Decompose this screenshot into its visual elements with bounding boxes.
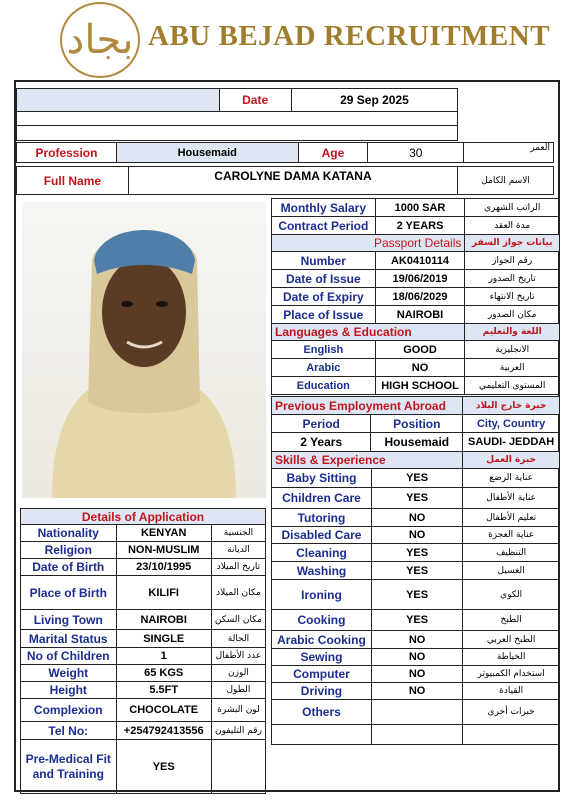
skill-label: Cleaning: [272, 544, 372, 562]
salary-label: Monthly Salary: [272, 199, 376, 217]
skill-arabic: الطبخ العربي: [463, 631, 560, 649]
skill-label: Computer: [272, 666, 372, 683]
skill-arabic: القيادة: [463, 683, 560, 700]
age-value: 30: [368, 143, 464, 163]
application-arabic: [211, 740, 265, 794]
application-label: Living Town: [21, 610, 117, 630]
period-value: 2 Years: [272, 433, 371, 452]
issue-date-arabic: تاريخ الصدور: [465, 270, 560, 288]
skill-arabic: الغسيل: [463, 562, 560, 580]
fullname-value: CAROLYNE DAMA KATANA: [128, 167, 457, 195]
skill-value: NO: [371, 649, 462, 666]
skills-table: [271, 451, 560, 795]
application-label: Place of Birth: [21, 576, 117, 610]
employment-table: [271, 396, 560, 452]
skill-value: YES: [371, 488, 462, 509]
blank-cell: [371, 725, 462, 745]
period-header: Period: [272, 415, 371, 433]
fullname-arabic: الاسم الكامل: [458, 167, 554, 195]
application-label: Nationality: [21, 525, 117, 542]
application-arabic: عدد الأطفال: [211, 648, 265, 665]
skill-label: Driving: [272, 683, 372, 700]
date-label: Date: [219, 89, 291, 112]
skill-label: Baby Sitting: [272, 469, 372, 488]
profession-value: Housemaid: [116, 143, 298, 163]
salary-value: 1000 SAR: [375, 199, 465, 217]
company-logo: [60, 2, 140, 78]
blank-cell: [17, 89, 220, 112]
skill-label: Arabic Cooking: [272, 631, 372, 649]
arabic-arabic: العربية: [465, 359, 560, 377]
application-value: NAIROBI: [116, 610, 211, 630]
education-label: Education: [272, 377, 376, 395]
skill-arabic: عناية الرضع: [463, 469, 560, 488]
skill-value: NO: [371, 527, 462, 544]
application-value: 23/10/1995: [116, 559, 211, 576]
position-value: Housemaid: [371, 433, 463, 452]
employment-section-arabic: خبرة خارج البلاد: [463, 397, 560, 415]
skill-value: YES: [371, 562, 462, 580]
skill-value: NO: [371, 631, 462, 649]
skill-value: YES: [371, 544, 462, 562]
skill-label: Disabled Care: [272, 527, 372, 544]
passport-section-arabic: بيانات جواز السفر: [465, 235, 560, 252]
english-label: English: [272, 341, 376, 359]
skill-arabic: خبرات أخرى: [463, 700, 560, 725]
skill-arabic: عناية العجزة: [463, 527, 560, 544]
application-arabic: رقم التليفون: [211, 722, 265, 740]
application-value: 65 KGS: [116, 665, 211, 682]
education-arabic: المستوى التعليمي: [465, 377, 560, 395]
application-value: KENYAN: [116, 525, 211, 542]
application-value: KILIFI: [116, 576, 211, 610]
contract-arabic: مدة العقد: [465, 217, 560, 235]
english-arabic: الانجليزية: [465, 341, 560, 359]
salary-arabic: الراتب الشهري: [465, 199, 560, 217]
application-arabic: تاريخ الميلاد: [211, 559, 265, 576]
age-arabic: العمر: [464, 143, 554, 163]
employment-section-title: Previous Employment Abroad: [272, 397, 463, 415]
passport-number-arabic: رقم الجواز: [465, 252, 560, 270]
application-label: Pre-Medical Fit and Training: [21, 740, 117, 794]
skills-section-title: Skills & Experience: [272, 452, 463, 469]
application-arabic: الحالة: [211, 630, 265, 648]
blank-row-2: [17, 126, 458, 141]
blank-cell: [463, 725, 560, 745]
passport-number-label: Number: [272, 252, 376, 270]
logo-mark: ﺑﺠﺎﺩ: [66, 17, 134, 63]
issue-place-arabic: مكان الصدور: [465, 306, 560, 324]
english-value: GOOD: [375, 341, 465, 359]
fullname-label: Full Name: [17, 167, 129, 195]
arabic-label: Arabic: [272, 359, 376, 377]
skills-section-arabic: خبرة العمل: [463, 452, 560, 469]
application-value: 1: [116, 648, 211, 665]
skill-arabic: عناية الأطفال: [463, 488, 560, 509]
skill-label: Children Care: [272, 488, 372, 509]
issue-place-value: NAIROBI: [375, 306, 465, 324]
application-value: SINGLE: [116, 630, 211, 648]
skill-value: YES: [371, 469, 462, 488]
skill-value: [371, 700, 462, 725]
skill-arabic: الكوي: [463, 580, 560, 610]
skill-arabic: استخدام الكمبيوتر: [463, 666, 560, 683]
expiry-date-label: Date of Expiry: [272, 288, 376, 306]
application-arabic: الوزن: [211, 665, 265, 682]
skill-value: NO: [371, 666, 462, 683]
skill-label: Tutoring: [272, 509, 372, 527]
age-label: Age: [298, 143, 368, 163]
arabic-value: NO: [375, 359, 465, 377]
application-arabic: الديانة: [211, 542, 265, 559]
profession-table: [16, 142, 554, 163]
passport-section-title: Passport Details: [272, 235, 465, 252]
location-value: SAUDI- JEDDAH: [463, 433, 560, 452]
skill-arabic: التنظيف: [463, 544, 560, 562]
blank-cell: [272, 725, 372, 745]
application-arabic: الجنسية: [211, 525, 265, 542]
profession-label: Profession: [17, 143, 117, 163]
application-label: Religion: [21, 542, 117, 559]
languages-section-title: Languages & Education: [272, 324, 465, 341]
passport-number-value: AK0410114: [375, 252, 465, 270]
skill-value: YES: [371, 610, 462, 631]
application-arabic: لون البشرة: [211, 699, 265, 722]
contract-label: Contract Period: [272, 217, 376, 235]
application-value: CHOCOLATE: [116, 699, 211, 722]
right-details-table: [271, 198, 560, 395]
education-value: HIGH SCHOOL: [375, 377, 465, 395]
application-arabic: الطول: [211, 682, 265, 699]
skill-label: Sewing: [272, 649, 372, 666]
application-value: 5.5FT: [116, 682, 211, 699]
contract-value: 2 YEARS: [375, 217, 465, 235]
fullname-table: [16, 166, 554, 195]
skill-label: Washing: [272, 562, 372, 580]
application-label: Marital Status: [21, 630, 117, 648]
skill-arabic: تعليم الأطفال: [463, 509, 560, 527]
skill-label: Cooking: [272, 610, 372, 631]
application-table: [20, 508, 266, 794]
blank-cell: [272, 745, 560, 795]
application-label: No of Children: [21, 648, 117, 665]
issue-date-value: 19/06/2019: [375, 270, 465, 288]
application-label: Height: [21, 682, 117, 699]
application-label: Complexion: [21, 699, 117, 722]
application-label: Tel No:: [21, 722, 117, 740]
application-arabic: مكان الميلاد: [211, 576, 265, 610]
skill-value: NO: [371, 683, 462, 700]
top-info-table: [16, 88, 554, 141]
skill-value: NO: [371, 509, 462, 527]
application-value: +254792413556: [116, 722, 211, 740]
application-label: Weight: [21, 665, 117, 682]
application-value: NON-MUSLIM: [116, 542, 211, 559]
skill-label: Ironing: [272, 580, 372, 610]
issue-place-label: Place of Issue: [272, 306, 376, 324]
position-header: Position: [371, 415, 463, 433]
applicant-photo-drawing: [22, 202, 266, 498]
skill-arabic: الطبخ: [463, 610, 560, 631]
skill-value: YES: [371, 580, 462, 610]
applicant-photo: [22, 202, 266, 498]
application-label: Date of Birth: [21, 559, 117, 576]
location-header: City, Country: [463, 415, 560, 433]
application-value: YES: [116, 740, 211, 794]
blank-box: [458, 89, 554, 141]
application-arabic: مكان السكن: [211, 610, 265, 630]
blank-row: [17, 112, 458, 126]
date-value: 29 Sep 2025: [291, 89, 457, 112]
languages-section-arabic: اللغة والتعليم: [465, 324, 560, 341]
skill-arabic: الخياطة: [463, 649, 560, 666]
application-section-title: Details of Application: [21, 509, 266, 525]
skill-label: Others: [272, 700, 372, 725]
expiry-date-value: 18/06/2029: [375, 288, 465, 306]
company-name: ABU BEJAD RECRUITMENT: [148, 20, 551, 52]
issue-date-label: Date of Issue: [272, 270, 376, 288]
expiry-date-arabic: تاريخ الانتهاء: [465, 288, 560, 306]
